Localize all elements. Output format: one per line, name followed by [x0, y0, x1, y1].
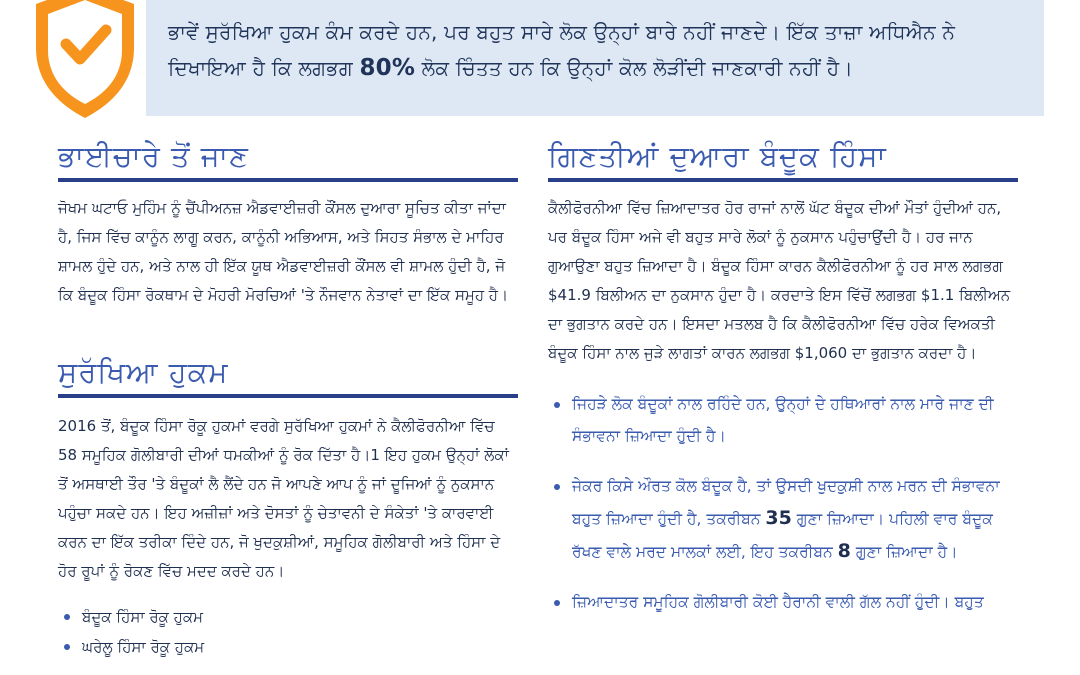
list-item — [58, 602, 518, 632]
text-fragment: ਜੇਕਰ ਕਿਸੇ ਔਰਤ ਕੋਲ ਬੰਦੂਕ ਹੈ, ਤਾਂ ਉਸਦੀ ਖੁਦਕੁਸ਼ੀ ਨਾਲ ਮਰਨ ਦੀ ਸੰਭਾਵਨਾ ਬਹੁਤ ਜ਼ਿਆਦਾ ਹੁੰਦੀ ਹੈ, ਤਕਰੀਬਨ — [572, 477, 1000, 528]
heading-gun-violence-numbers: ਗਿਣਤੀਆਂ ਦੁਆਰਾ ਬੰਦੂਕ ਹਿੰਸਾ — [548, 139, 887, 173]
heading-rule — [548, 178, 1018, 182]
right-column — [548, 136, 1018, 636]
orders-list — [58, 602, 518, 662]
bullet-dot — [554, 484, 560, 490]
list-item-text: ਜਿਹੜੇ ਲੋਕ ਬੰਦੂਕਾਂ ਨਾਲ ਰਹਿੰਦੇ ਹਨ, ਉਨ੍ਹਾਂ ਦੇ ਹਥਿਆਰਾਂ ਨਾਲ ਮਾਰੇ ਜਾਣ ਦੀ ਸੰਭਾਵਨਾ ਜ਼ਿਆਦਾ ਹੁੰਦੀ ਹੈ। — [572, 395, 994, 445]
list-item — [548, 586, 1018, 618]
list-item-text: ਜ਼ਿਆਦਾਤਰ ਸਮੂਹਿਕ ਗੋਲੀਬਾਰੀ ਕੋਈ ਹੈਰਾਨੀ ਵਾਲੀ ਗੱਲ ਨਹੀਂ ਹੁੰਦੀ। ਬਹੁਤ — [572, 593, 984, 611]
list-item — [548, 470, 1018, 568]
heading-community: ਭਾਈਚਾਰੇ ਤੋਂ ਜਾਣ — [58, 139, 249, 173]
intro-callout — [146, 0, 1044, 116]
shield-check-icon — [30, 0, 140, 122]
text-fragment: ਗੁਣਾ ਜ਼ਿਆਦਾ। ਪਹਿਲੀ ਵਾਰ ਬੰਦੂਕ ਰੱਖਣ ਵਾਲੇ ਮਰਦ ਮਾਲਕਾਂ ਲਈ, ਇਹ ਤਕਰੀਬਨ — [572, 510, 993, 561]
community-paragraph: ਜੋਖਮ ਘਟਾਓ ਮੁਹਿੰਮ ਨੂੰ ਚੈਂਪੀਅਨਜ਼ ਐਡਵਾਈਜ਼ਰੀ ਕੌਂਸਲ ਦੁਆਰਾ ਸੂਚਿਤ ਕੀਤਾ ਜਾਂਦਾ ਹੈ, ਜਿਸ ਵਿੱਚ ਕਾਨੂੰਨ ਲਾਗੂ ਕਰਨ, ਕਾਨੂੰਨੀ ਅਭਿਆਸ, ਅਤੇ ਸਿਹਤ ਸੰਭਾਲ ਦੇ ਮਾਹਿਰ ਸ਼ਾਮਲ ਹੁੰਦੇ ਹਨ, ਅਤੇ ਨਾਲ ਹੀ ਇੱਕ ਯੂਥ ਐਡਵਾਈਜ਼ਰੀ ਕੌਂਸਲ ਵੀ ਸ਼ਾਮਲ ਹੁੰਦੀ ਹੈ, ਜੋ ਕਿ ਬੰਦੂਕ ਹਿੰਸਾ ਰੋਕਥਾਮ ਦੇ ਮੋਹਰੀ ਮੋਰਚਿਆਂ 'ਤੇ ਨੌਜਵਾਨ ਨੇਤਾਵਾਂ ਦਾ ਇੱਕ ਸਮੂਹ ਹੈ। — [58, 199, 509, 304]
numbers-paragraph: ਕੈਲੀਫੋਰਨੀਆ ਵਿੱਚ ਜ਼ਿਆਦਾਤਰ ਹੋਰ ਰਾਜਾਂ ਨਾਲੋਂ ਘੱਟ ਬੰਦੂਕ ਦੀਆਂ ਮੌਤਾਂ ਹੁੰਦੀਆਂ ਹਨ, ਪਰ ਬੰਦੂਕ ਹਿੰਸਾ ਅਜੇ ਵੀ ਬਹੁਤ ਸਾਰੇ ਲੋਕਾਂ ਨੂੰ ਨੁਕਸਾਨ ਪਹੁੰਚਾਉਂਦੀ ਹੈ। ਹਰ ਜਾਨ ਗੁਆਉਣਾ ਬਹੁਤ ਜ਼ਿਆਦਾ ਹੈ। ਬੰਦੂਕ ਹਿੰਸਾ ਕਾਰਨ ਕੈਲੀਫੋਰਨੀਆ ਨੂੰ ਹਰ ਸਾਲ ਲਗਭਗ $41.9 ਬਿਲੀਅਨ ਦਾ ਨੁਕਸਾਨ ਹੁੰਦਾ ਹੈ। ਕਰਦਾਤੇ ਇਸ ਵਿੱਚੋਂ ਲਗਭਗ $1.1 ਬਿਲੀਅਨ ਦਾ ਭੁਗਤਾਨ ਕਰਦੇ ਹਨ। ਇਸਦਾ ਮਤਲਬ ਹੈ ਕਿ ਕੈਲੀਫੋਰਨੀਆ ਵਿੱਚ ਹਰੇਕ ਵਿਅਕਤੀ ਬੰਦੂਕ ਹਿੰਸਾ ਨਾਲ ਜੁੜੇ ਲਾਗਤਾਂ ਕਾਰਨ ਲਗਭਗ $1,060 ਦਾ ਭੁਗਤਾਨ ਕਰਦਾ ਹੈ। — [548, 199, 1011, 362]
list-item-text — [572, 477, 1000, 561]
callout-text: ਲੋਕ ਚਿੰਤਤ ਹਨ ਕਿ ਉਨ੍ਹਾਂ ਕੋਲ ਲੋੜੀਂਦੀ ਜਾਣਕਾਰੀ ਨਹੀਂ ਹੈ। — [415, 56, 854, 80]
bullet-dot — [554, 402, 560, 408]
list-item — [548, 388, 1018, 452]
heading-protection-orders: ਸੁਰੱਖਿਆ ਹੁਕਮ — [58, 355, 229, 389]
callout-stat: 80% — [359, 55, 416, 81]
heading-rule — [58, 394, 518, 398]
left-column — [58, 136, 518, 662]
callout-line-1: ਭਾਵੇਂ ਸੁਰੱਖਿਆ ਹੁਕਮ ਕੰਮ ਕਰਦੇ ਹਨ, ਪਰ ਬਹੁਤ ਸਾਰੇ ਲੋਕ ਉਨ੍ਹਾਂ ਬਾਰੇ ਨਹੀਂ ਜਾਣਦੇ। ਇੱਕ ਤਾਜ਼ਾ ਅਧਿਐਨ ਨੇ — [168, 20, 956, 44]
bullet-dot — [64, 644, 70, 650]
callout-text: ਦਿਖਾਇਆ ਹੈ ਕਿ ਲਗਭਗ — [168, 56, 360, 80]
callout-line-2 — [168, 50, 1022, 86]
list-item-label: ਬੰਦੂਕ ਹਿੰਸਾ ਰੋਕੂ ਹੁਕਮ — [82, 608, 203, 626]
stat-number: 35 — [765, 507, 792, 529]
stat-number: 8 — [837, 540, 851, 562]
list-item-label: ਘਰੇਲੂ ਹਿੰਸਾ ਰੋਕੂ ਹੁਕਮ — [82, 638, 205, 656]
heading-rule — [58, 178, 518, 182]
facts-list — [548, 388, 1018, 618]
orders-paragraph: 2016 ਤੋਂ, ਬੰਦੂਕ ਹਿੰਸਾ ਰੋਕੂ ਹੁਕਮਾਂ ਵਰਗੇ ਸੁਰੱਖਿਆ ਹੁਕਮਾਂ ਨੇ ਕੈਲੀਫੋਰਨੀਆ ਵਿੱਚ 58 ਸਮੂਹਿਕ ਗੋਲੀਬਾਰੀ ਦੀਆਂ ਧਮਕੀਆਂ ਨੂੰ ਰੋਕ ਦਿੱਤਾ ਹੈ।1 ਇਹ ਹੁਕਮ ਉਨ੍ਹਾਂ ਲੋਕਾਂ ਤੋਂ ਅਸਥਾਈ ਤੌਰ 'ਤੇ ਬੰਦੂਕਾਂ ਲੈ ਲੈਂਦੇ ਹਨ ਜੋ ਆਪਣੇ ਆਪ ਨੂੰ ਜਾਂ ਦੂਜਿਆਂ ਨੂੰ ਨੁਕਸਾਨ ਪਹੁੰਚਾ ਸਕਦੇ ਹਨ। ਇਹ ਅਜ਼ੀਜ਼ਾਂ ਅਤੇ ਦੋਸਤਾਂ ਨੂੰ ਚੇਤਾਵਨੀ ਦੇ ਸੰਕੇਤਾਂ 'ਤੇ ਕਾਰਵਾਈ ਕਰਨ ਦਾ ਇੱਕ ਤਰੀਕਾ ਦਿੰਦੇ ਹਨ, ਜੋ ਖੁਦਕੁਸ਼ੀਆਂ, ਸਮੂਹਿਕ ਗੋਲੀਬਾਰੀ ਅਤੇ ਹਿੰਸਾ ਦੇ ਹੋਰ ਰੂਪਾਂ ਨੂੰ ਰੋਕਣ ਵਿੱਚ ਮਦਦ ਕਰਦੇ ਹਨ। — [58, 417, 509, 580]
bullet-dot — [554, 600, 560, 606]
bullet-dot — [64, 614, 70, 620]
text-fragment: ਗੁਣਾ ਜ਼ਿਆਦਾ ਹੈ। — [850, 543, 958, 561]
list-item — [58, 632, 518, 662]
